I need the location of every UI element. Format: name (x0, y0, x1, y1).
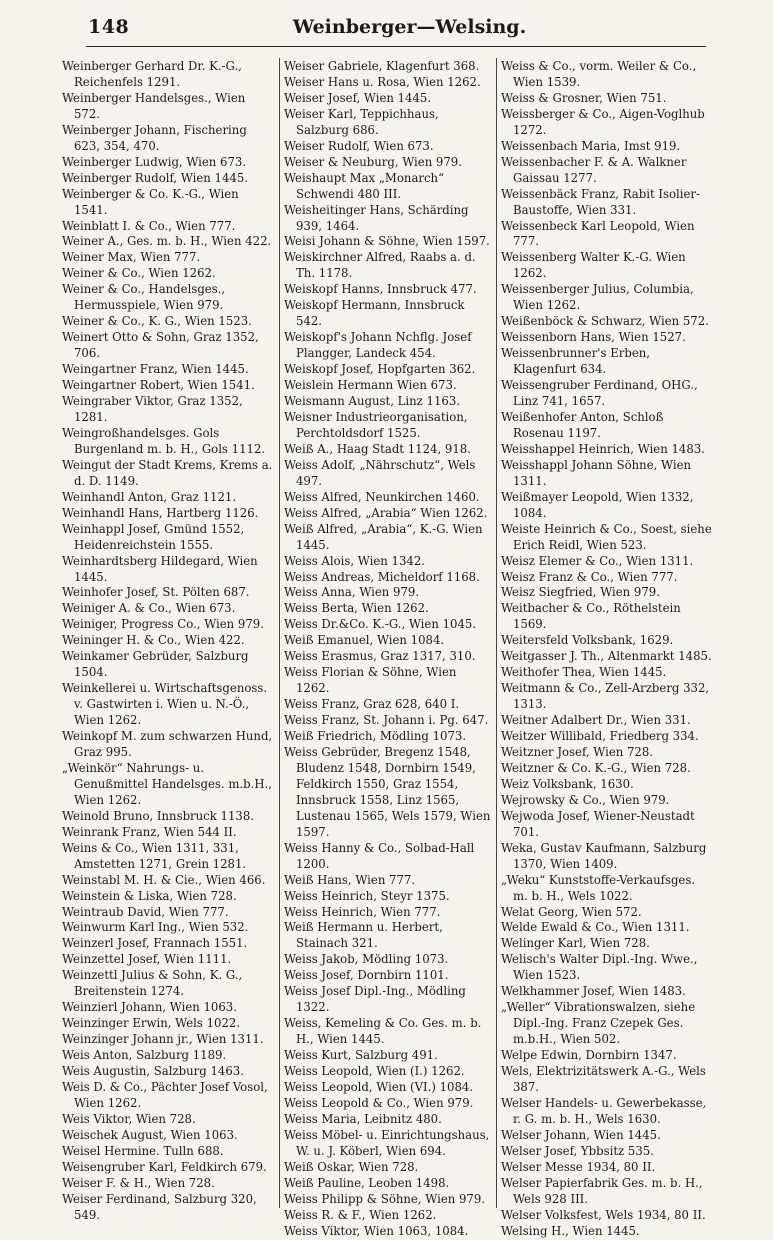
directory-entry: Weiss Anna, Wien 979. (284, 585, 420, 600)
directory-entry: Weiss Franz, Graz 628, 640 I. (284, 697, 460, 712)
directory-entry: Weiss Florian & Söhne, Wien 1262. (284, 665, 457, 696)
directory-entry: Weinberger Ludwig, Wien 673. (62, 154, 247, 169)
directory-entry: Weiss Erasmus, Graz 1317, 310. (284, 649, 476, 664)
directory-entry: Welpe Edwin, Dornbirn 1347. (501, 1048, 677, 1063)
directory-entry: Weingartner Franz, Wien 1445. (62, 362, 249, 377)
page-header (0, 0, 773, 50)
directory-entry: Weiser Hans u. Rosa, Wien 1262. (284, 74, 481, 89)
directory-entry: Weiss Hanny & Co., Solbad-Hall 1200. (284, 840, 475, 871)
directory-entry: Welkhammer Josef, Wien 1483. (501, 984, 686, 999)
directory-entry: Weiss Alois, Wien 1342. (284, 553, 425, 568)
directory-entry: Weitner Adalbert Dr., Wien 331. (501, 713, 691, 728)
directory-entry: Weisengruber Karl, Feldkirch 679. (62, 1159, 267, 1174)
directory-entry: Weiss Kurt, Salzburg 491. (284, 1048, 438, 1063)
directory-entry: Weiss, Kemeling & Co. Ges. m. b. H., Wien 1445. (284, 1016, 482, 1047)
running-head (0, 16, 773, 38)
directory-entry: Weisshappel Heinrich, Wien 1483. (501, 441, 705, 456)
directory-entry: Weiss Dr.&Co. K.-G., Wien 1045. (284, 617, 477, 632)
directory-entry: Weiß Pauline, Leoben 1498. (284, 1175, 450, 1190)
directory-entry: Welser Johann, Wien 1445. (501, 1127, 661, 1142)
directory-entry: Weinkopf M. zum schwarzen Hund, Graz 995. (62, 729, 273, 759)
directory-entry: Weiss Leopold, Wien (VI.) 1084. (284, 1080, 474, 1094)
directory-entry: Weinzerl Josef, Frannach 1551. (62, 936, 248, 951)
directory-entry: Welsing H., Wien 1445. (501, 1223, 640, 1238)
header-rule (86, 46, 706, 47)
directory-entry: Weiss Franz, St. Johann i. Pg. 647. (284, 713, 489, 728)
directory-entry: Weiss Gebrüder, Bregenz 1548, Bludenz 1548, Dornbirn 1549, Feldkirch 1550, Graz 1554, Innsbruck 1558, Linz 1565, Lustenau 1565, Wels 1579, Wien 1597. (284, 744, 491, 839)
page-title: Weinberger—Welsing. (292, 16, 527, 38)
directory-entry: Weiß A., Haag Stadt 1124, 918. (284, 441, 471, 456)
directory-entry: Weiss Josef, Dornbirn 1101. (284, 968, 449, 983)
directory-entry: Weiss Philipp & Söhne, Wien 979. (284, 1191, 485, 1206)
directory-entry: Weinrank Franz, Wien 544 II. (62, 824, 237, 839)
directory-entry: Weissenberg Walter K.-G. Wien 1262. (501, 250, 686, 281)
directory-entry: Weiss Heinrich, Steyr 1375. (284, 888, 450, 903)
directory-entry: Weis Anton, Salzburg 1189. (62, 1048, 227, 1063)
directory-entry: Weinberger Gerhard Dr. K.-G., Reichenfels 1291. (62, 59, 242, 89)
directory-entry: „Weku“ Kunststoffe-Verkaufsges. m. b. H., Wels 1022. (501, 872, 696, 903)
directory-entry: Wels, Elektrizitätswerk A.-G., Wels 387. (501, 1064, 706, 1094)
page-number: 148 (88, 16, 130, 38)
directory-entry: Weinberger & Co. K.-G., Wien 1541. (62, 186, 239, 217)
directory-entry: Weingraber Viktor, Graz 1352, 1281. (62, 394, 243, 424)
directory-entry: Weisheitinger Hans, Schärding 939, 1464. (284, 202, 469, 233)
directory-entry: Weithofer Thea, Wien 1445. (501, 665, 667, 680)
directory-entry: Weiss Adolf, „Nährschutz“, Wels 497. (284, 457, 476, 488)
directory-entry: Weinzierl Johann, Wien 1063. (62, 1000, 237, 1015)
directory-entry: Weissenbeck Karl Leopold, Wien 777. (501, 218, 695, 249)
directory-entry: Welser Josef, Ybbsitz 535. (501, 1143, 654, 1158)
directory-entry: Weissberger & Co., Aigen-Voglhub 1272. (501, 106, 705, 137)
directory-entry: Weiner Max, Wien 777. (62, 250, 201, 265)
directory-entry: Weinstein & Liska, Wien 728. (62, 888, 237, 903)
directory-entry: Weisz Elemer & Co., Wien 1311. (501, 553, 694, 568)
directory-entry: Weinzettel Josef, Wien 1111. (62, 952, 232, 967)
directory-entry: Weinert Otto & Sohn, Graz 1352, 706. (62, 330, 259, 361)
directory-entry: Weiskopf's Johann Nchflg. Josef Plangger, Landeck 454. (284, 330, 472, 361)
directory-entry: Weiser Karl, Teppichhaus, Salzburg 686. (284, 106, 439, 137)
directory-entry: Weiser & Neuburg, Wien 979. (284, 154, 462, 169)
directory-entry: Weinhandl Anton, Graz 1121. (62, 489, 237, 504)
directory-entry: Weissenbacher F. & A. Walkner Gaissau 1277. (501, 154, 687, 185)
directory-entry: Weisner Industrieorganisation, Perchtoldsdorf 1525. (284, 409, 468, 440)
directory-entry: Weinkellerei u. Wirtschaftsgenoss. v. Gastwirten i. Wien u. N.-Ö., Wien 1262. (62, 681, 268, 728)
directory-entry: Weisi Johann & Söhne, Wien 1597. (284, 234, 490, 249)
directory-entry: Weiser F. & H., Wien 728. (62, 1175, 215, 1190)
directory-entry: Weitersfeld Volksbank, 1629. (501, 633, 674, 648)
directory-entry: Weinberger Johann, Fischering 623, 354, 470. (62, 122, 247, 153)
directory-entry: Weiner & Co., K. G., Wien 1523. (62, 314, 252, 329)
directory-entry: Weinkamer Gebrüder, Salzburg 1504. (62, 649, 249, 680)
directory-entry: Welser Papierfabrik Ges. m. b. H., Wels 928 III. (501, 1175, 703, 1206)
directory-entry: Weissenbrunner's Erben, Klagenfurt 634. (501, 346, 650, 377)
directory-entry: Weingut der Stadt Krems, Krems a. d. D. 1149. (62, 457, 273, 488)
directory-entry: Weisshappl Johann Söhne, Wien 1311. (501, 457, 692, 488)
directory-entry: Weiniger, Progress Co., Wien 979. (62, 617, 264, 632)
directory-entry: Weiste Heinrich & Co., Soest, siehe Erich Reidl, Wien 523. (501, 521, 712, 552)
directory-entry: Weis Viktor, Wien 728. (62, 1111, 196, 1126)
directory-entry: Weissenborn Hans, Wien 1527. (501, 330, 686, 345)
directory-entry: Wejrowsky & Co., Wien 979. (501, 792, 670, 807)
directory-entry: Weiss Josef Dipl.-Ing., Mödling 1322. (284, 984, 466, 1015)
directory-entry: Weininger H. & Co., Wien 422. (62, 633, 245, 648)
directory-entry: Weinhandl Hans, Hartberg 1126. (62, 505, 259, 520)
directory-entry: Weisel Hermine. Tulln 688. (62, 1143, 224, 1158)
column-right (496, 58, 713, 1238)
directory-entry: Weis Augustin, Salzburg 1463. (62, 1064, 244, 1079)
directory-entry: Weiss & Co., vorm. Weiler & Co., Wien 1539. (501, 59, 697, 89)
directory-entry: Weiss Alfred, „Arabia“ Wien 1262. (284, 505, 488, 520)
directory-entry: Weinzinger Johann jr., Wien 1311. (62, 1032, 264, 1047)
directory-entry: Weinzettl Julius & Sohn, K. G., Breitenstein 1274. (62, 968, 243, 999)
directory-entry: Weiß Oskar, Wien 728. (284, 1159, 419, 1174)
directory-entry: Weins & Co., Wien 1311, 331, Amstetten 1271, Grein 1281. (62, 840, 247, 871)
directory-entry: „Weller“ Vibrationswalzen, siehe Dipl.-Ing. Franz Czepek Ges. m.b.H., Wien 502. (501, 1000, 696, 1047)
directory-entry: Weinold Bruno, Innsbruck 1138. (62, 808, 254, 823)
directory-entry: Weinhofer Josef, St. Pölten 687. (62, 585, 250, 600)
directory-entry: Weiss Berta, Wien 1262. (284, 601, 429, 616)
directory-entry: Weinberger Handelsges., Wien 572. (62, 90, 246, 121)
directory-entry: Weiss Leopold, Wien (I.) 1262. (284, 1064, 465, 1079)
directory-entry: Weiser Rudolf, Wien 673. (284, 138, 434, 153)
column-left (62, 58, 279, 1222)
directory-entry: Weissenberger Julius, Columbia, Wien 1262. (501, 282, 694, 313)
directory-entry: Weiner & Co., Wien 1262. (62, 266, 216, 281)
directory-entry: Wejwoda Josef, Wiener-Neustadt 701. (501, 808, 695, 839)
directory-entry: Weitmann & Co., Zell-Arzberg 332, 1313. (501, 681, 710, 712)
directory-entry: Weiskirchner Alfred, Raabs a. d. Th. 1178. (284, 250, 476, 281)
directory-entry: Weintraub David, Wien 777. (62, 904, 229, 919)
directory-entry: Weißenhofer Anton, Schloß Rosenau 1197. (501, 409, 664, 440)
directory-entry: Welinger Karl, Wien 728. (501, 936, 650, 951)
directory-entry: Weiß Friedrich, Mödling 1073. (284, 729, 467, 744)
directory-entry: Welser Messe 1934, 80 II. (501, 1159, 656, 1174)
directory-entry: Weitzner & Co. K.-G., Wien 728. (501, 760, 691, 775)
directory-entry: Weinblatt I. & Co., Wien 777. (62, 218, 236, 233)
directory-entry: Weismann August, Linz 1163. (284, 394, 460, 409)
directory-entry: Weiniger A. & Co., Wien 673. (62, 601, 236, 616)
directory-entry: Weishaupt Max „Monarch“ Schwendi 480 III. (284, 170, 445, 201)
directory-columns (62, 58, 714, 1238)
directory-entry: Weiz Volksbank, 1630. (501, 776, 634, 791)
directory-entry: Weiss Alfred, Neunkirchen 1460. (284, 489, 480, 504)
directory-entry: Weiß Hermann u. Herbert, Stainach 321. (284, 920, 443, 951)
directory-entry: Weitbacher & Co., Röthelstein 1569. (501, 601, 681, 632)
directory-entry: Weiser Ferdinand, Salzburg 320, 549. (62, 1191, 257, 1222)
directory-entry: Weinstabl M. H. & Cie., Wien 466. (62, 872, 266, 887)
directory-entry: Weitzer Willibald, Friedberg 334. (501, 729, 699, 744)
directory-entry: Weiskopf Hermann, Innsbruck 542. (284, 298, 465, 329)
directory-entry: Weinwurm Karl Ing., Wien 532. (62, 920, 249, 935)
directory-entry: Weinzinger Erwin, Wels 1022. (62, 1016, 241, 1031)
directory-entry: Welser Volksfest, Wels 1934, 80 II. (501, 1207, 706, 1222)
directory-entry: Weis D. & Co., Pächter Josef Vosol, Wien 1262. (62, 1080, 268, 1110)
directory-entry: Weisz Franz & Co., Wien 777. (501, 569, 678, 584)
directory-entry: Weislein Hermann Wien 673. (284, 378, 457, 393)
column-middle (279, 58, 496, 1238)
directory-entry: Weiss Leopold & Co., Wien 979. (284, 1095, 474, 1110)
directory-entry: Weisz Siegfried, Wien 979. (501, 585, 660, 600)
directory-entry: Welisch's Walter Dipl.-Ing. Wwe., Wien 1523. (501, 952, 698, 983)
directory-entry: Welser Handels- u. Gewerbekasse, r. G. m. b. H., Wels 1630. (501, 1095, 707, 1126)
directory-entry: Weiskopf Josef, Hopfgarten 362. (284, 362, 476, 377)
directory-entry: Weissengruber Ferdinand, OHG., Linz 741, 1657. (501, 378, 698, 409)
directory-entry: Weiss Maria, Leibnitz 480. (284, 1111, 442, 1126)
directory-entry: Weiß Hans, Wien 777. (284, 872, 416, 887)
directory-entry: Welde Ewald & Co., Wien 1311. (501, 920, 690, 935)
directory-entry: Weiner & Co., Handelsges., Hermusspiele, Wien 979. (62, 282, 226, 313)
directory-entry: Weiser Josef, Wien 1445. (284, 90, 432, 105)
directory-entry: Weiss Viktor, Wien 1063, 1084. (284, 1223, 469, 1238)
directory-entry: Weiss R. & F., Wien 1262. (284, 1207, 437, 1222)
directory-entry: Weiser Gabriele, Klagenfurt 368. (284, 59, 480, 73)
directory-entry: Weiss Jakob, Mödling 1073. (284, 952, 449, 967)
directory-entry: Weingartner Robert, Wien 1541. (62, 378, 255, 393)
directory-entry: Weiner A., Ges. m. b. H., Wien 422. (62, 234, 272, 249)
directory-entry: Weißmayer Leopold, Wien 1332, 1084. (501, 489, 694, 520)
directory-entry: Weinberger Rudolf, Wien 1445. (62, 170, 249, 185)
directory-entry: Weischek August, Wien 1063. (62, 1127, 238, 1142)
directory-entry: Weissenbach Maria, Imst 919. (501, 138, 681, 153)
directory-entry: Weitzner Josef, Wien 728. (501, 744, 654, 759)
directory-entry: Weitgasser J. Th., Altenmarkt 1485. (501, 649, 712, 664)
directory-entry: Weißenböck & Schwarz, Wien 572. (501, 314, 709, 329)
directory-entry: Weiss & Grosner, Wien 751. (501, 90, 667, 105)
directory-entry: Weingroßhandelsges. Gols Burgenland m. b. H., Gols 1112. (62, 425, 266, 456)
directory-entry: Weiss Möbel- u. Einrichtungshaus, W. u. J. Köberl, Wien 694. (284, 1127, 490, 1158)
directory-entry: Weinhardtsberg Hildegard, Wien 1445. (62, 553, 258, 584)
directory-entry: Weiss Andreas, Micheldorf 1168. (284, 569, 480, 584)
directory-entry: Weka, Gustav Kaufmann, Salzburg 1370, Wien 1409. (501, 840, 707, 871)
directory-entry: „Weinkör“ Nahrungs- u. Genußmittel Handelsges. m.b.H., Wien 1262. (62, 760, 272, 807)
directory-entry: Weiss Heinrich, Wien 777. (284, 904, 441, 919)
directory-entry: Weiskopf Hanns, Innsbruck 477. (284, 282, 477, 297)
directory-entry: Weiß Alfred, „Arabia“, K.-G. Wien 1445. (284, 521, 483, 552)
directory-entry: Weiß Emanuel, Wien 1084. (284, 633, 445, 648)
directory-entry: Welat Georg, Wien 572. (501, 904, 642, 919)
directory-entry: Weinhappl Josef, Gmünd 1552, Heidenreichstein 1555. (62, 521, 245, 552)
directory-entry: Weissenbäck Franz, Rabit Isolier-Baustoffe, Wien 331. (501, 186, 700, 217)
